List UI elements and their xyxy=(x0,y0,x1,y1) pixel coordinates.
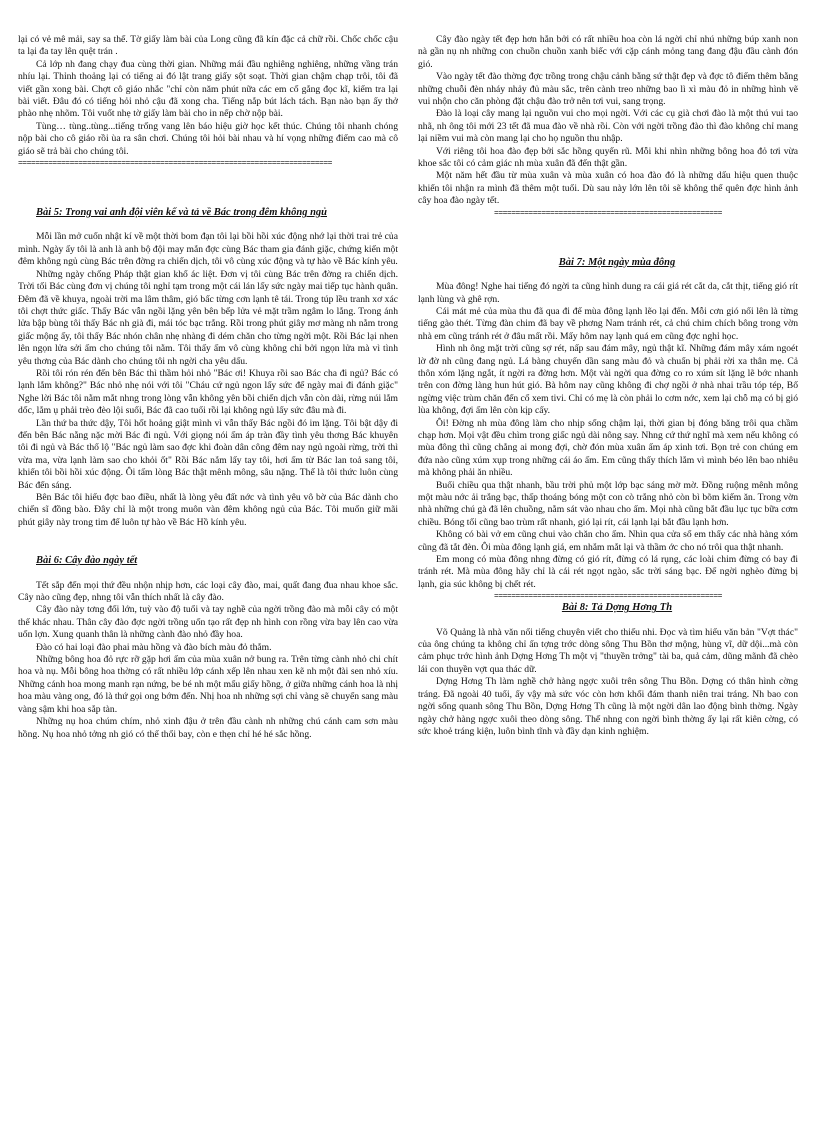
paragraph: Cây đào ngày tết đẹp hơn hẳn bởi có rất nhiều hoa còn lá ngời chỉ nhú những búp xanh non nà gần nụ nh những con chuồn chuồn xanh biếc với cặp cánh mỏng tang đang đậu đầu cành đón gió. xyxy=(418,34,798,70)
essay-title-bai7: Bài 7: Một ngày mùa đông xyxy=(558,256,676,268)
paragraph: Những bông hoa đỏ rực rỡ gặp hơi ấm của mùa xuân nở bung ra. Trên từng cành nhỏ chi chít hoa và nụ. Mỗi bông hoa thờng có rất nhiều lớp cánh xếp lên nhau xen kẽ nh một đài sen nhỏ xíu. Những cánh hoa mong manh rạn nứng, be bé nh một mẩu giấy hồng, ở giữa những cánh hoa là nhị hoa màu vàng ong, đó là thứ gọi ong bớm đến. Nhị hoa nh những sợi chỉ vàng sẽ chuyển sang màu vàng sậm khi hoa sắp tàn. xyxy=(18,654,398,715)
paragraph: Dợng Hơng Th làm nghề chở hàng ngợc xuôi trên sông Thu Bồn. Dợng có thân hình cờng tráng. Đã ngoài 40 tuổi, ấy vậy mà sức vóc còn hơn khối đám thanh niên trai tráng. Nh bao con ngời sống quanh sông Thu Bồn, Dợng Hơng Th cũng là một ngời dân lao động bình thờng. Ngày ngày chở hàng ngợc xuôi theo dòng sông. Thế nhng con ngời bình thờng ấy lại rất kiên cờng, có sức khoẻ tráng kiện, luôn bình tĩnh và đầy dạn kinh nghiệm. xyxy=(418,676,798,737)
separator-line: ========================================================================= xyxy=(18,159,332,169)
paragraph: Võ Quảng là nhà văn nổi tiếng chuyên viết cho thiếu nhi. Đọc và tìm hiểu văn bản "Vợt thác" của ông chúng ta không chỉ ấn tợng trớc dòng sông Thu Bồn thơ mộng, hùng vĩ, dữ dội...mà còn cảm phục trớc hình ảnh Dợng Hơng Th một vị "thuyền trởng" tài ba, quả cảm, dũng mãnh đã chèo lái con thuyền vợt qua thác dữ. xyxy=(418,626,798,675)
paragraph: Những ngày chống Pháp thật gian khổ ác liệt. Đơn vị tôi cùng Bác trên đờng ra chiến dịch. Trời tối Bác cùng đơn vị chúng tôi nghỉ tạm trong một cái lán lấy sức ngày mai tiếp tục hành quân. Đêm đã về khuya, ngoài trời ma lâm thâm, gió bấc từng cơn lạnh tê tái. Trong túp lều tranh xơ xác tôi chợt thức giấc. Thấy Bác vẫn ngồi lặng yên bên bếp lửa vẻ mặt trầm ngâm lo lắng. Trong ánh lửa bập bùng tôi thấy Bác nh già đi, mái tóc bạc trắng. Rồi trong phút giây mơ màng nh nằm trong giấc mộng ấy, tôi thấy Bác nhón chân nhẹ nhàng đi dém chăn cho từng ngời một. Rồi Bác lại nhen lên ngọn lửa sởi ấm cho chúng tôi nằm. Tôi thấy ấm vô cùng không chỉ bởi ngọn lửa mà vì tình yêu thơng của Bác dành cho chúng tôi nh ngời cha yêu dấu. xyxy=(18,268,398,367)
paragraph: Với riêng tôi hoa đào đẹp bởi sắc hồng quyến rũ. Mỗi khi nhìn những bông hoa đỏ tơi vừa khoe sắc tôi có cảm giác nh mùa xuân đã đến thật gần. xyxy=(418,145,798,170)
paragraph: Mùa đông! Nghe hai tiếng đó ngời ta cũng hình dung ra cái giá rét cắt da, cắt thịt, tiếng gió rít lạnh lùng và ghê rợn. xyxy=(418,281,798,305)
separator-line: ===================================================== xyxy=(494,592,722,602)
paragraph: Cây đào này tơng đối lớn, tuỳ vào độ tuổi và tay nghề của ngời trồng đào mà mỗi cây có một thế khác nhau. Thân cây đào đợc ngời trồng uốn tạo rất đẹp nh hình con rồng vừa bay lên cao vừa uốn lợn. Xung quanh thân là những cành đào nhỏ đầy hoa. xyxy=(18,604,398,641)
paragraph: Em mong có mùa đông nhng đừng có gió rít, đừng có lá rụng, các loài chim đừng có bay đi tránh rét. Mà mùa đông hãy chỉ là cái rét ngọt ngào, sắc trời sáng bạc. Để ngời nghèo đừng bị lạnh, gia súc không bị chết rét. xyxy=(418,554,798,590)
paragraph: lại có vẻ mê mải, say sa thế. Tờ giấy làm bài của Long cũng đã kín đặc cả chữ rồi. Chốc chốc cậu ta lại đa tay lên quệt trán . xyxy=(18,34,398,58)
paragraph: Bên Bác tôi hiểu đợc bao điều, nhất là lòng yêu đất nớc và tình yêu vô bờ của Bác dành cho chiến sĩ đồng bào. Đây chỉ là một trong muôn vàn đêm không ngủ của Bác. Tôi muốn giữ mãi phút giây này trong tim để luôn tự hào về Bác Hồ kính yêu. xyxy=(18,492,398,528)
paragraph: Ôi! Đờng nh mùa đông làm cho nhịp sống chậm lại, thời gian bị đóng băng trôi qua chầm chạp hơn. Mọi vật đều chìm trong giấc ngủ dài nông say. Nhng cứ thứ nghĩ mà xem nếu không có mùa đông thì cũng chẳng ai mong đợi, chờ đón mùa xuân ấm áp xinh tơi. Bọn trẻ con chúng em đứa nào cũng xúm xụp trong những cái áo ấm. Em cũng thấy thích lắm vì mình béo lên bao nhiêu mà không phải ăn nhiều. xyxy=(418,417,798,479)
paragraph: Tùng… tùng..tùng...tiếng trống vang lên báo hiệu giờ học kết thúc. Chúng tôi nhanh chóng nộp bài cho cô giáo rồi ùa ra sân chơi. Chúng tôi hỏi bài nhau và hí vọng những điểm cao mà cô giáo sẽ trả bài cho chúng tôi. xyxy=(18,120,398,157)
paragraph: Đào là loại cây mang lại nguồn vui cho mọi ngời. Với các cụ già chơi đào là một thú vui tao nhã, nh ông tôi mới 23 tết đã mua đào về nhà rồi. Còn với ngời trồng đào thì đào không chỉ mang lại niềm vui mà còn mang lại cho họ nguồn thu nhập. xyxy=(418,108,798,145)
essay-title-bai8: Bài 8: Tả Dợng Hơng Th xyxy=(561,602,673,614)
separator-line: ===================================================== xyxy=(494,208,722,218)
paragraph: Lần thứ ba thức dậy, Tôi hốt hoảng giật mình vì vẫn thấy Bác ngồi đó im lặng. Tôi bật dậy đi đến bên Bác nằng nặc mời Bác đi ngủ. Với giọng nói ấm áp tràn đầy tình yêu thơng Bác khuyên tôi đi ngủ và Bác thổ lộ "Bác ngủ làm sao đợc khi đoàn dân công đêm nay ngủ ngoài rừng, trời thì vừa ma, vừa lạnh làm sao cho khỏi ốt" Rồi Bác nắm lấy tay tôi, hơi ấm từ Bác lan toả sang tôi, khiến tôi bồi hồi xúc động. Ôi tấm lòng Bác thật mênh mông, sâu nặng. Thế là tôi thức luôn cùng Bác đến sáng. xyxy=(18,417,398,491)
paragraph: Rồi tôi rón rén đến bên Bác thì thầm hỏi nhỏ "Bác ơi! Khuya rồi sao Bác cha đi ngủ? Bác có lạnh lắm không?" Bác nhỏ nhẹ nói với tôi "Cháu cứ ngủ ngon lấy sức để ngày mai đi đánh giặc" Nghe lời Bác tôi nằm mắt nhng trong lòng vẫn không yên bồi chiến dịch vẫn còn dài, rừng núi lắm dốc, lắm ụ phải trèo đèo lội suối, Bác đã cao tuổi rồi lại không ngủ lấy sức đâu mà đi. xyxy=(18,367,398,417)
left-column xyxy=(18,34,398,1109)
paragraph: Một năm hết đầu từ mùa xuân và mùa xuân có hoa đào đó là những dấu hiệu quen thuộc khiến tôi nhận ra mình đã thêm một tuổi. Dù sau này lớn lên tôi sẽ không thể quên đợc hình ảnh cây hoa đào ngày tết. xyxy=(418,170,798,207)
essay-title-bai6: Bài 6: Cây đào ngày tết xyxy=(36,555,138,567)
paragraph: Không có bài vở em cũng chui vào chăn cho ấm. Nhìn qua cửa sổ em thấy các nhà hàng xóm cũng đã tắt đèn. Ôi mùa đông lạnh giá, em nhắm mắt lại và thầm ớc cho nó trôi qua thật nhanh. xyxy=(418,529,798,553)
paragraph: Vào ngày tết đào thờng đợc trồng trong chậu cảnh bằng sứ thật đẹp và đợc tô điểm thêm bằng những chuỗi đèn nháy nhảy đủ màu sắc, trên cành treo những bao lì xì màu đỏ in những hình vẽ vui nhộn cho căn phòng đặt chậu đào trở nên tơi vui, sang trọng. xyxy=(418,71,798,108)
paragraph: Cả lớp nh đang chạy đua cùng thời gian. Những mái đầu nghiêng nghiêng, những vầng trán nhíu lại. Thỉnh thoảng lại có tiếng ai đó lật trang giấy sột soạt. Thời gian chậm chạp trôi, tôi đã viết gần xong bài. Chợt cô giáo nhắc "chỉ còn năm phút nữa các em cố gắng đọc kĩ, kiểm tra lại bài viết. Đâu đó có tiếng hỏi nhỏ cậu đã xong cha. Tiếng nắp bút lách tách. Bạn nào bạn ấy thở phào nhẹ nhõm. Tôi vuốt nhẹ tờ giấy làm bài cho in nếp chờ nộp bài. xyxy=(18,58,398,120)
right-column xyxy=(418,34,798,1109)
paragraph: Buổi chiều qua thật nhanh, bầu trời phủ một lớp bạc sáng mờ mờ. Đồng ruộng mênh mông một màu nớc ải trắng bạc, thấp thoáng bóng một con cò trắng nhỏ còn bì bõm kiếm ăn. Trong vờn nhà những chú gà đã lên chuồng, nằm sát vào nhau cho ấm. Mọi nhà cũng bắt đầu lục tục bữa cơm chiều. Bóng tối cũng bao trùm rất nhanh, gió lại rít, cái lạnh lại bắt đầu lạnh hơn. xyxy=(418,479,798,528)
paragraph: Tết sắp đến mọi thứ đều nhộn nhịp hơn, các loại cây đào, mai, quất đang đua nhau khoe sắc. Cây nào cũng đẹp, nhng tôi vẫn thích nhất là cây đào. xyxy=(18,579,398,604)
paragraph: Hình nh ông mặt trời cũng sợ rét, nấp sau đám mây, ngủ thật kĩ. Những đám mây xám ngoét lờ đờ nh cũng đang ngủ. Lá bàng chuyển dần sang màu đỏ và chuẩn bị phải rời xa thân mẹ. Cả thôn xóm lặng ngắt, ít ngời ra đờng hơn. Một vài ngời qua đờng co ro xúm sít lặng lẽ bớc nhanh trên con đờng làng hun hút gió. Bà hôm nay cũng không đi chợ ngồi ở nhà nhai trầu tóp tép, Bố ngừng việc trùm chăn đến cổ xem tivi. Chỉ có mẹ là còn phải lo cơm nớc, xem lại chỗ mạ có bị gió lùa không, đợi ấm lên còn kịp cấy. xyxy=(418,343,798,417)
paragraph: Những nụ hoa chúm chím, nhỏ xinh đậu ở trên đầu cành nh những chú cánh cam sơn màu hồng. Nụ hoa nhỏ tởng nh gió có thể thổi bay, còn e thẹn chỉ hé hé sắc hồng. xyxy=(18,716,398,740)
paragraph: Mỗi lần mở cuốn nhật kí về một thời bom đạn tôi lại bồi hồi xúc động nhớ lại thời trai trẻ của mình. Ngày ấy tôi là anh là anh bộ đội may mắn đợc cùng Bác tham gia đánh giặc, chứng kiến một đêm không ngủ cùng Bác trên đờng ra chiến dịch, tôi vô cùng xúc động và tự hào về Bác kính yêu. xyxy=(18,231,398,268)
paragraph: Đào có hai loại đào phai màu hồng và đào bích màu đỏ thắm. xyxy=(36,641,272,653)
document-page xyxy=(18,34,798,1109)
paragraph: Cái mát mẻ của mùa thu đã qua đi để mùa đông lạnh lẽo lại đến. Mỗi cơn gió nổi lên là từng tiếng gào thét. Từng đàn chim đã bay về phơng Nam tránh rét, cả chú chim chích bông trong vờn nhà em cũng tránh rét ở đâu mất rồi. Mấy hôm nay lạnh quá em cũng đợc nghỉ học. xyxy=(418,305,798,342)
essay-title-bai5: Bài 5: Trong vai anh đội viên kể và tả về Bác trong đêm không ngủ xyxy=(36,207,327,219)
